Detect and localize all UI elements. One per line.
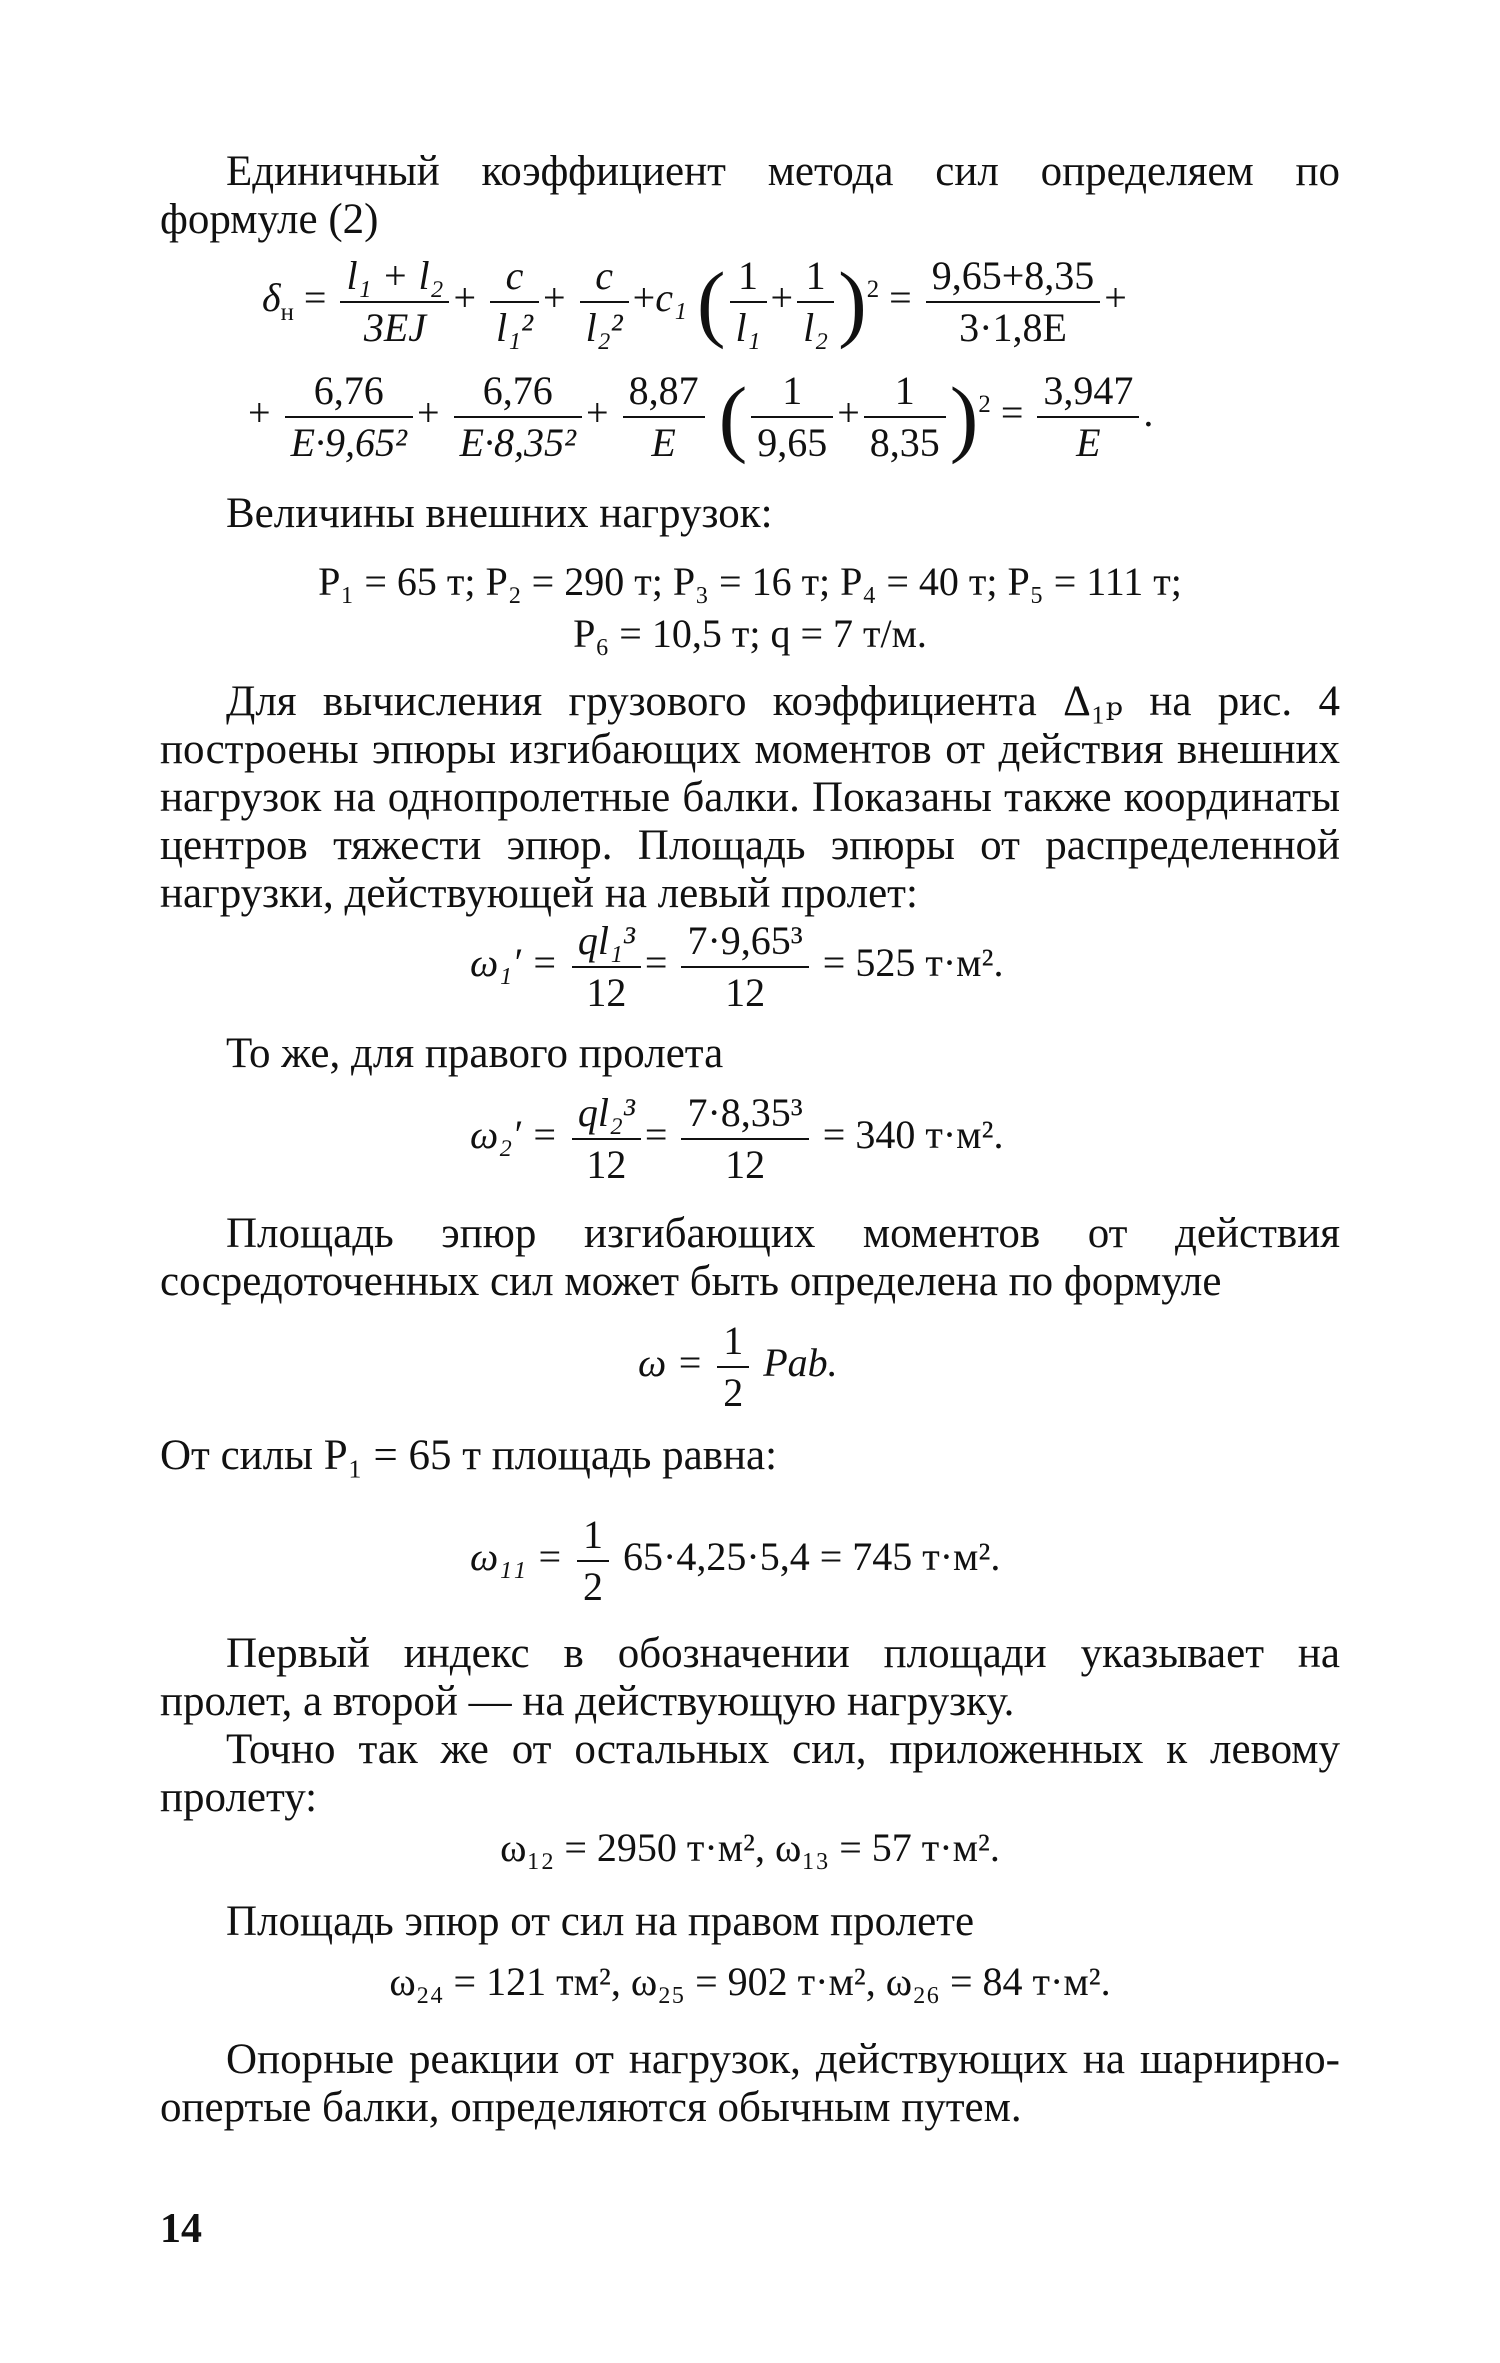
formula-omega: ω = $\frac{1}{2}$ Pab. [638,1318,838,1415]
paragraph-point-loads: Площадь эпюр изгибающих моментов от действия сосредоточенных сил может быть определена по формуле [160,1210,1340,1305]
fraction-term2: $\frac{c}{\text{l₁²}}$ [490,255,539,349]
paragraph-intro: Единичный коэффициент метода сил определяем по формуле (2) [160,148,1340,243]
page-number: 14 [160,2206,202,2252]
formula-omega2: ω₂′ = $\frac{\text{ql₂³}}{12}$ = $\frac{\text{7·8,35³}}{12}$ = 340 т·м². [470,1090,1004,1187]
delta-subscript: н [280,299,294,327]
loads-line1: P₁ = 65 т; P₂ = 290 т; P₃ = 16 т; P₄ = 40 т; P₅ = 111 т; [318,559,1182,604]
fraction-inner4: $\frac{1}{8,35}$ [864,370,946,464]
formula-delta-line1: $\delta_н$ = $\frac{\text{l₁ + l₂}}{3EJ}$ + $\frac{c}{\text{l₁²}}$ + $\frac{c}{\text{l₂²}}$ +c₁ ( $\frac{1}{\text{l₁}}$ + $\frac{1}{\text{l₂}}$ )$^2$ = $\frac{9,65+8,35}{3\cdot 1,8E}$ + [262,253,1127,350]
paragraph-index-note: Первый индекс в обозначении площади указывает на пролет, а второй — на действующую нагрузку. [160,1630,1340,1725]
loads-line2: P₆ = 10,5 т; q = 7 т/м. [573,611,927,656]
paragraph-reactions: Опорные реакции от нагрузок, действующих на шарнирно-опертые балки, определяются обычным путем. [160,2036,1340,2131]
fraction-term3: $\frac{c}{\text{l₂²}}$ [580,255,629,349]
fraction-result1: $\frac{9,65+8,35}{3\cdot 1,8E}$ [926,255,1101,349]
paragraph-diagrams: Для вычисления грузового коэффициента Δ₁ₚ на рис. 4 построены эпюры изгибающих моментов от действия внешних нагрузок на однопролетные балки. Показаны также координаты центров тяжести эпюр. Площадь эпюры от распределенной нагрузки, действующей на левый пролет: [160,678,1340,917]
paragraph-loads-title: Величины внешних нагрузок: [226,490,773,537]
paragraph-right-span-forces: Площадь эпюр от сил на правом пролете [226,1898,975,1945]
formula-omega24-26: ω₂₄ = 121 тм², ω₂₅ = 902 т·м², ω₂₆ = 84 т·м². [389,1959,1111,2004]
paragraph-force-p1: От силы P₁ = 65 т площадь равна: [160,1432,778,1479]
formula-omega1: ω₁′ = $\frac{\text{ql₁³}}{12}$ = $\frac{\text{7·9,65³}}{12}$ = 525 т·м². [470,918,1004,1015]
paragraph-right-span: То же, для правого пролета [226,1030,724,1077]
fraction-inner3: $\frac{1}{9,65}$ [751,370,833,464]
fraction-inner1: $\frac{1}{\text{l₁}}$ [730,255,767,349]
fraction-b: $\frac{6,76}{\text{E·8,35²}}$ [454,370,582,464]
fraction-result2: $\frac{3,947}{E}$ [1037,370,1139,464]
fraction-a: $\frac{6,76}{\text{E·9,65²}}$ [285,370,413,464]
c1-symbol: c₁ [655,275,687,321]
delta-symbol: δ [262,275,281,321]
paragraph-left-span: Точно так же от остальных сил, приложенных к левому пролету: [160,1726,1340,1821]
fraction-term1: $\frac{\text{l₁ + l₂}}{3EJ}$ [340,255,449,349]
fraction-inner2: $\frac{1}{\text{l₂}}$ [797,255,834,349]
formula-delta-line2: + $\frac{6,76}{\text{E·9,65²}}$ + $\frac{6,76}{\text{E·8,35²}}$ + $\frac{8,87}{E}$ ( $\frac{1}{9,65}$ + $\frac{1}{8,35}$ )$^2$ = $\frac{3,947}{E}$ . [248,368,1154,465]
formula-omega11: ω₁₁ = $\frac{1}{2}$ 65·4,25·5,4 = 745 т·м². [470,1512,1001,1609]
formula-omega12-13: ω₁₂ = 2950 т·м², ω₁₃ = 57 т·м². [500,1825,1000,1870]
fraction-c: $\frac{8,87}{E}$ [623,370,705,464]
